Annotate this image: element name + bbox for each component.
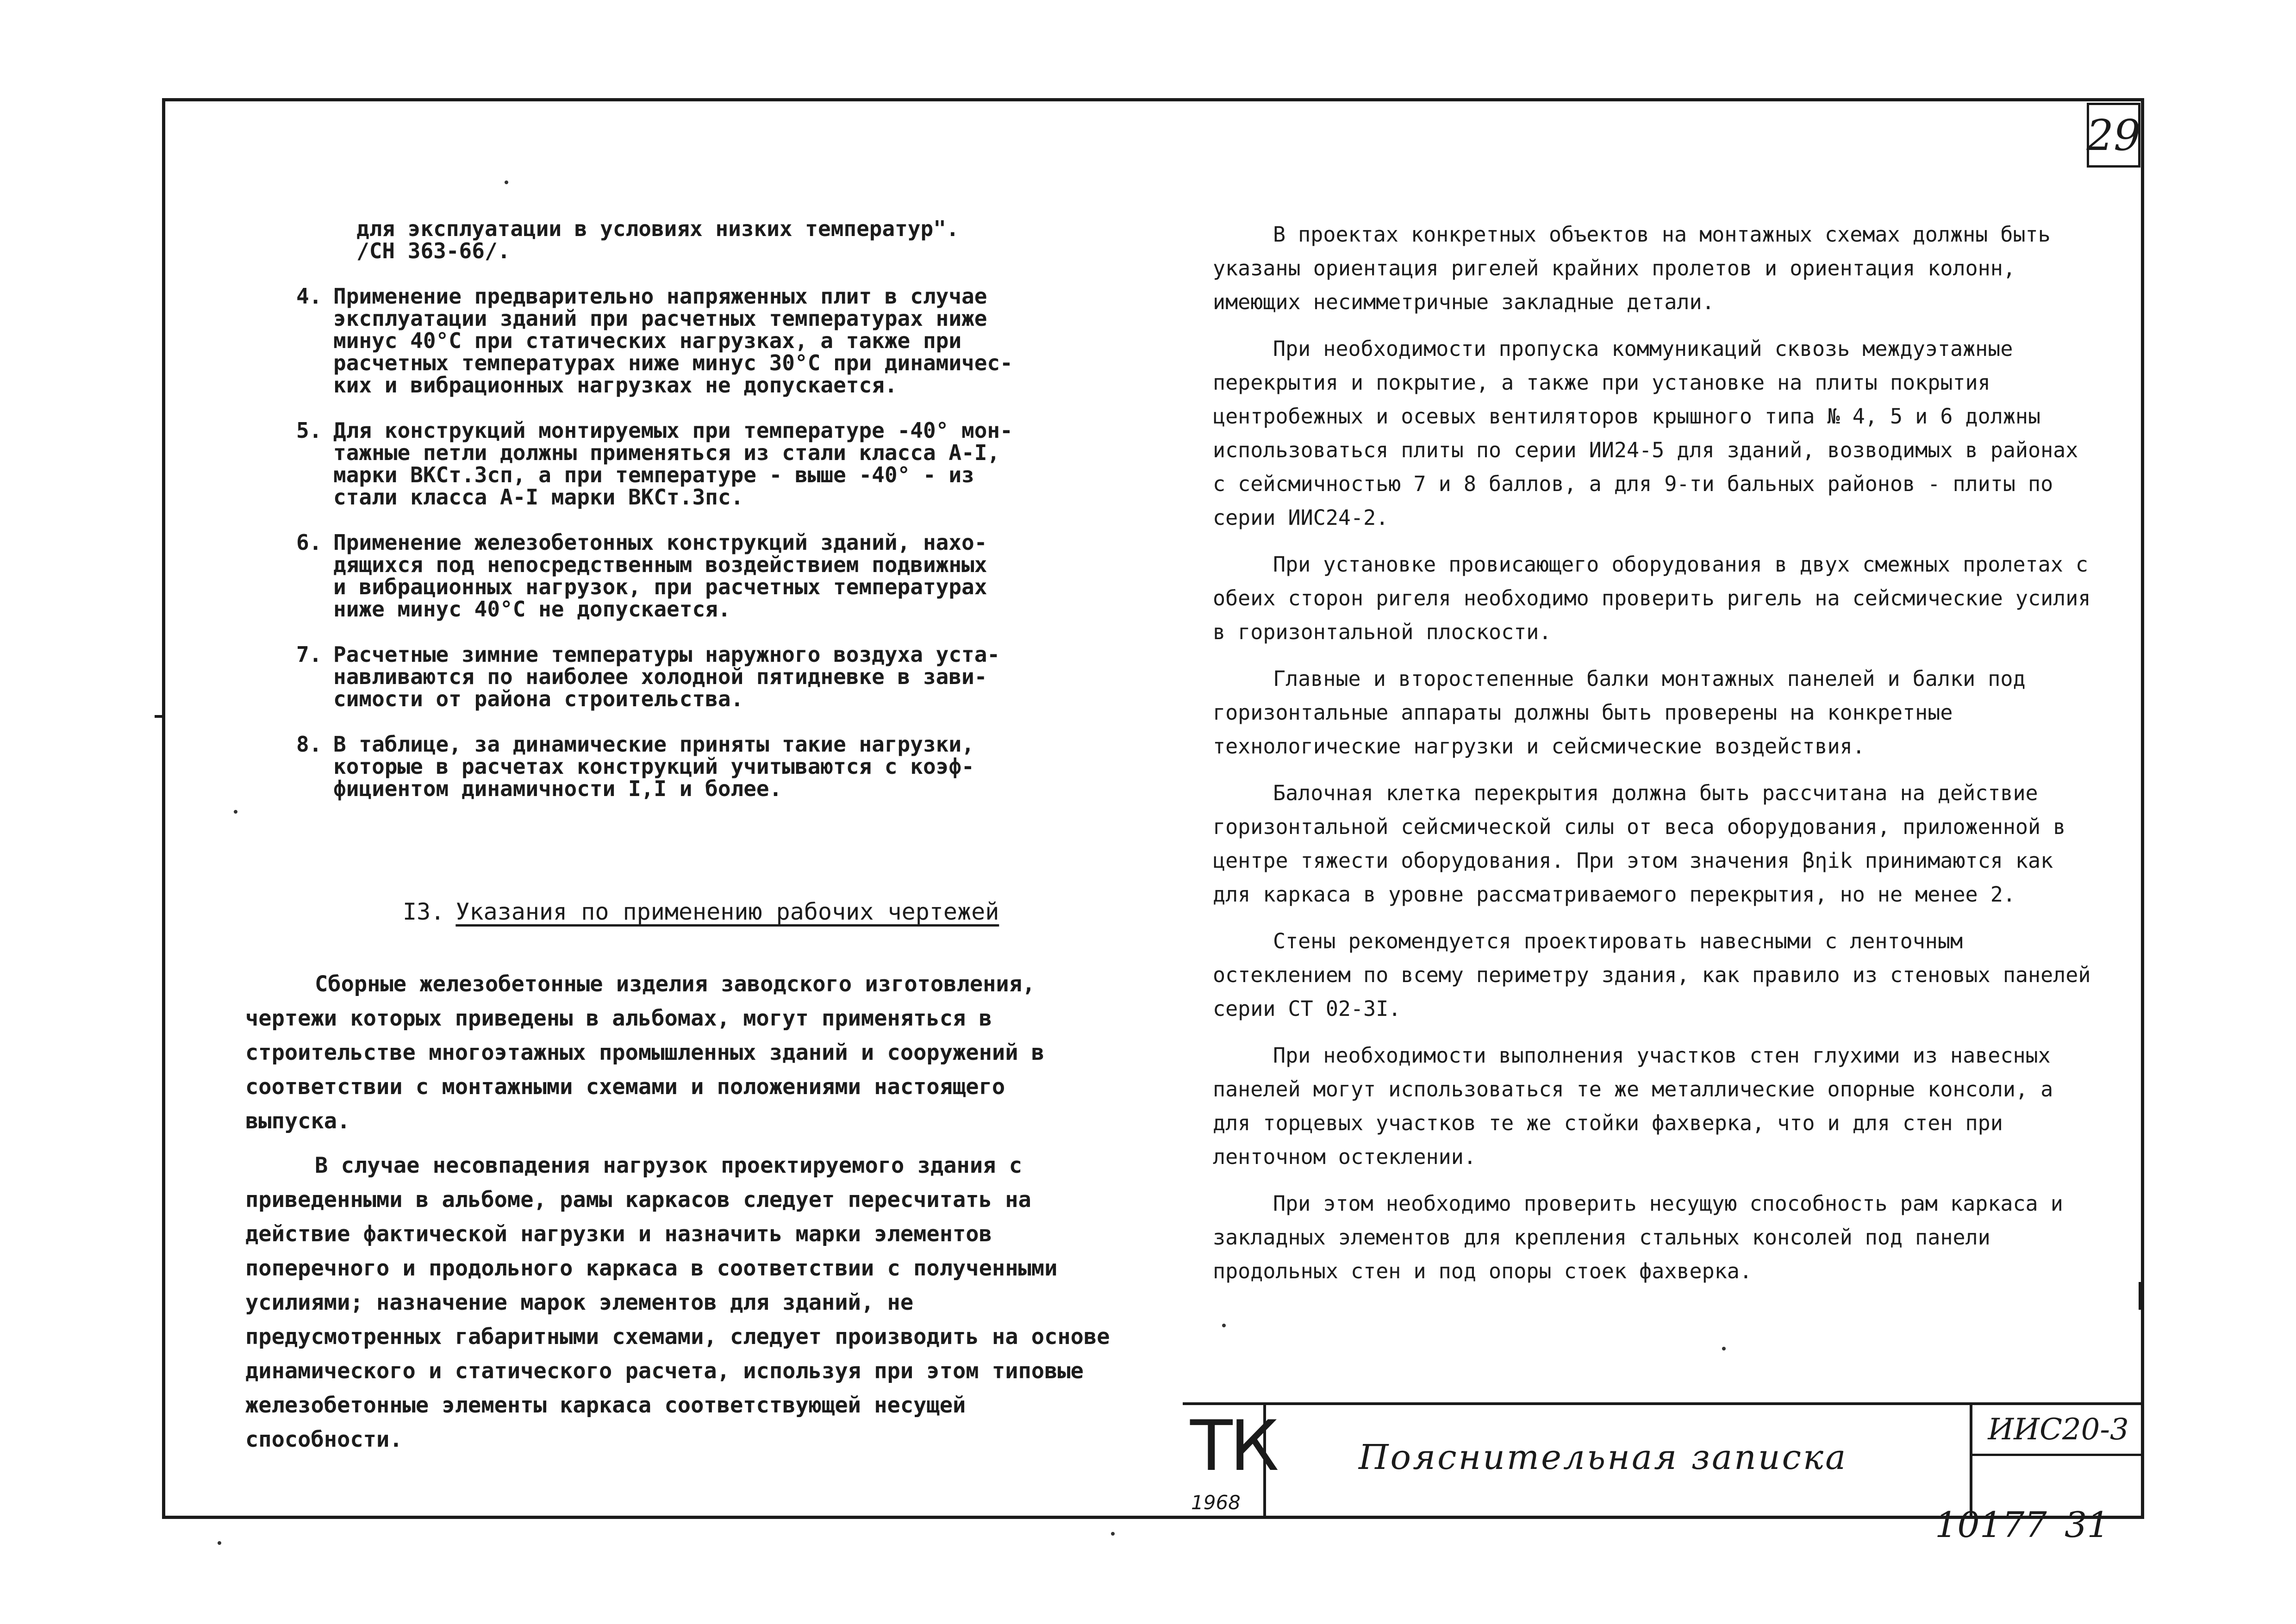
item-line: Для конструкций монтируемых при температуре -40° мон- [333, 418, 1013, 443]
item-text [333, 285, 1120, 396]
item-line: стали класса А-I марки ВКСт.3пс. [333, 485, 744, 510]
sheet-number: 29 [2086, 110, 2141, 160]
series-code: ИИС20-3 [1988, 1412, 2129, 1447]
continuation-text [356, 218, 1120, 262]
document-title: Пояснительная записка [1359, 1437, 1848, 1477]
paragraph: Балочная клетка перекрытия должна быть рассчитана на действие горизонтальной сейсмической силы от веса оборудования, приложенной в центре тяжести оборудования. При этом значения βηik принимаются как для каркаса в уровне рассматриваемого перекрытия, но не менее 2. [1213, 781, 2066, 907]
item-text [333, 531, 1120, 620]
item-line: марки ВКСт.3сп, а при температуре - выше -40° - из [333, 462, 974, 487]
scan-speck [505, 180, 508, 184]
sheet-number-box [2087, 103, 2140, 168]
edge-tick [2139, 1282, 2141, 1310]
paragraph: Главные и второстепенные балки монтажных панелей и балки под горизонтальные аппараты должны быть проверены на конкретные технологические нагрузки и сейсмические воздействия. [1213, 666, 2026, 759]
left-column [296, 218, 1120, 800]
item-line: ниже минус 40°С не допускается. [333, 597, 731, 622]
list-item-5 [296, 419, 1120, 508]
item-line: минус 40°С при статических нагрузках, а также при [333, 328, 962, 353]
title-block-logo [1183, 1405, 1277, 1519]
scan-speck [218, 1541, 221, 1545]
item-line: эксплуатации зданий при расчетных температурах ниже [333, 306, 987, 331]
scan-speck [1722, 1347, 1726, 1350]
item-line: симости от района строительства. [333, 686, 744, 711]
paragraph: При этом необходимо проверить несущую способность рам каркаса и закладных элементов для крепления стальных консолей под панели продольных стен и под опоры стоек фахверка. [1213, 1191, 2063, 1283]
logo-year: 1968 [1191, 1491, 1241, 1514]
item-line: Расчетные зимние температуры наружного воздуха уста- [333, 642, 1000, 667]
page-number: 31 [2065, 1504, 2109, 1545]
paragraph: Стены рекомендуется проектировать навесными с ленточным остеклением по всему периметру здания, как правило из стеновых панелей серии СТ 02-3I. [1213, 929, 2091, 1021]
list-item-6 [296, 531, 1120, 620]
item-line: дящихся под непосредственным воздействием подвижных [333, 552, 987, 577]
list-item-7 [296, 643, 1120, 710]
item-text [333, 733, 1120, 800]
scan-speck [1111, 1532, 1115, 1536]
item-text [333, 419, 1120, 508]
paragraph: При необходимости выполнения участков стен глухими из навесных панелей могут использоваться те же металлические опорные консоли, а для торцевых участков те же стойки фахверка, что и для стен при ленточном остеклении. [1213, 1043, 2053, 1169]
continuation-line: для эксплуатации в условиях низких температур". [356, 216, 959, 241]
list-item-4 [296, 285, 1120, 396]
item-line: тажные петли должны применяться из стали класса А-I, [333, 440, 1000, 465]
continuation-line: /СН 363-66/. [356, 238, 511, 263]
inventory-number: 10177 [1935, 1504, 2047, 1545]
section-title: Указания по применению рабочих чертежей [455, 898, 999, 925]
item-line: расчетных температурах ниже минус 30°С при динамичес- [333, 350, 1013, 375]
series-code-cell [1972, 1405, 2144, 1456]
item-text [333, 643, 1120, 710]
item-line: навливаются по наиболее холодной пятидневке в зави- [333, 664, 987, 689]
item-line: и вибрационных нагрузок, при расчетных температурах [333, 574, 987, 599]
item-number: 6. [296, 530, 322, 555]
left-paragraphs [245, 967, 1116, 1467]
item-number: 8. [296, 732, 322, 757]
item-number: 7. [296, 642, 322, 667]
edge-tick [155, 715, 165, 718]
logo-text: ТК [1190, 1406, 1277, 1487]
item-line: которые в расчетах конструкций учитываются с коэф- [333, 754, 974, 779]
paragraph: В случае несовпадения нагрузок проектируемого здания с приведенными в альбоме, рамы каркасов следует пересчитать на действие фактической нагрузки и назначить марки элементов поперечного и продольного каркаса в соответствии с полученными усилиями; назначение марок элементов для зданий, не предусмотренных габаритными схемами, следует производить на основе динамического и статического расчета, используя при этом типовые железобетонные элементы каркаса соответствующей несущей способности. [245, 1153, 1110, 1452]
title-block [1183, 1402, 2144, 1519]
section-number: I3. [403, 898, 445, 925]
paragraph: В проектах конкретных объектов на монтажных схемах должны быть указаны ориентация ригелей крайних пролетов и ориентация колонн, имеющих несимметричные закладные детали. [1213, 222, 2051, 314]
paragraph: Сборные железобетонные изделия заводского изготовления, чертежи которых приведены в альбомах, могут применяться в строительстве многоэтажных промышленных зданий и сооружений в соответствии с монтажными схемами и положениями настоящего выпуска. [245, 971, 1045, 1134]
item-line: ких и вибрационных нагрузках не допускается. [333, 373, 898, 398]
item-number: 5. [296, 418, 322, 443]
section-heading [403, 898, 999, 926]
paragraph: При установке провисающего оборудования в двух смежных пролетах с обеих сторон ригеля необходимо проверить ригель на сейсмические усилия в горизонтальной плоскости. [1213, 552, 2091, 644]
item-number: 4. [296, 284, 322, 309]
item-line: фициентом динамичности I,I и более. [333, 776, 782, 801]
item-line: Применение предварительно напряженных плит в случае [333, 284, 987, 309]
scan-speck [1222, 1324, 1226, 1327]
title-block-code-cell [1970, 1405, 2144, 1519]
right-column [1213, 218, 2092, 1301]
item-line: В таблице, за динамические приняты такие нагрузки, [333, 732, 974, 757]
list-item-8 [296, 733, 1120, 800]
item-line: Применение железобетонных конструкций зданий, нахо- [333, 530, 987, 555]
scan-speck [234, 810, 237, 814]
paragraph: При необходимости пропуска коммуникаций сквозь междуэтажные перекрытия и покрытие, а также при установке на плиты покрытия центробежных и осевых вентиляторов крышного типа № 4, 5 и 6 должны использоваться плиты по серии ИИ24-5 для зданий, возводимых в районах с сейсмичностью 7 и 8 баллов, а для 9-ти бальных районов - плиты по серии ИИС24-2. [1213, 336, 2078, 530]
